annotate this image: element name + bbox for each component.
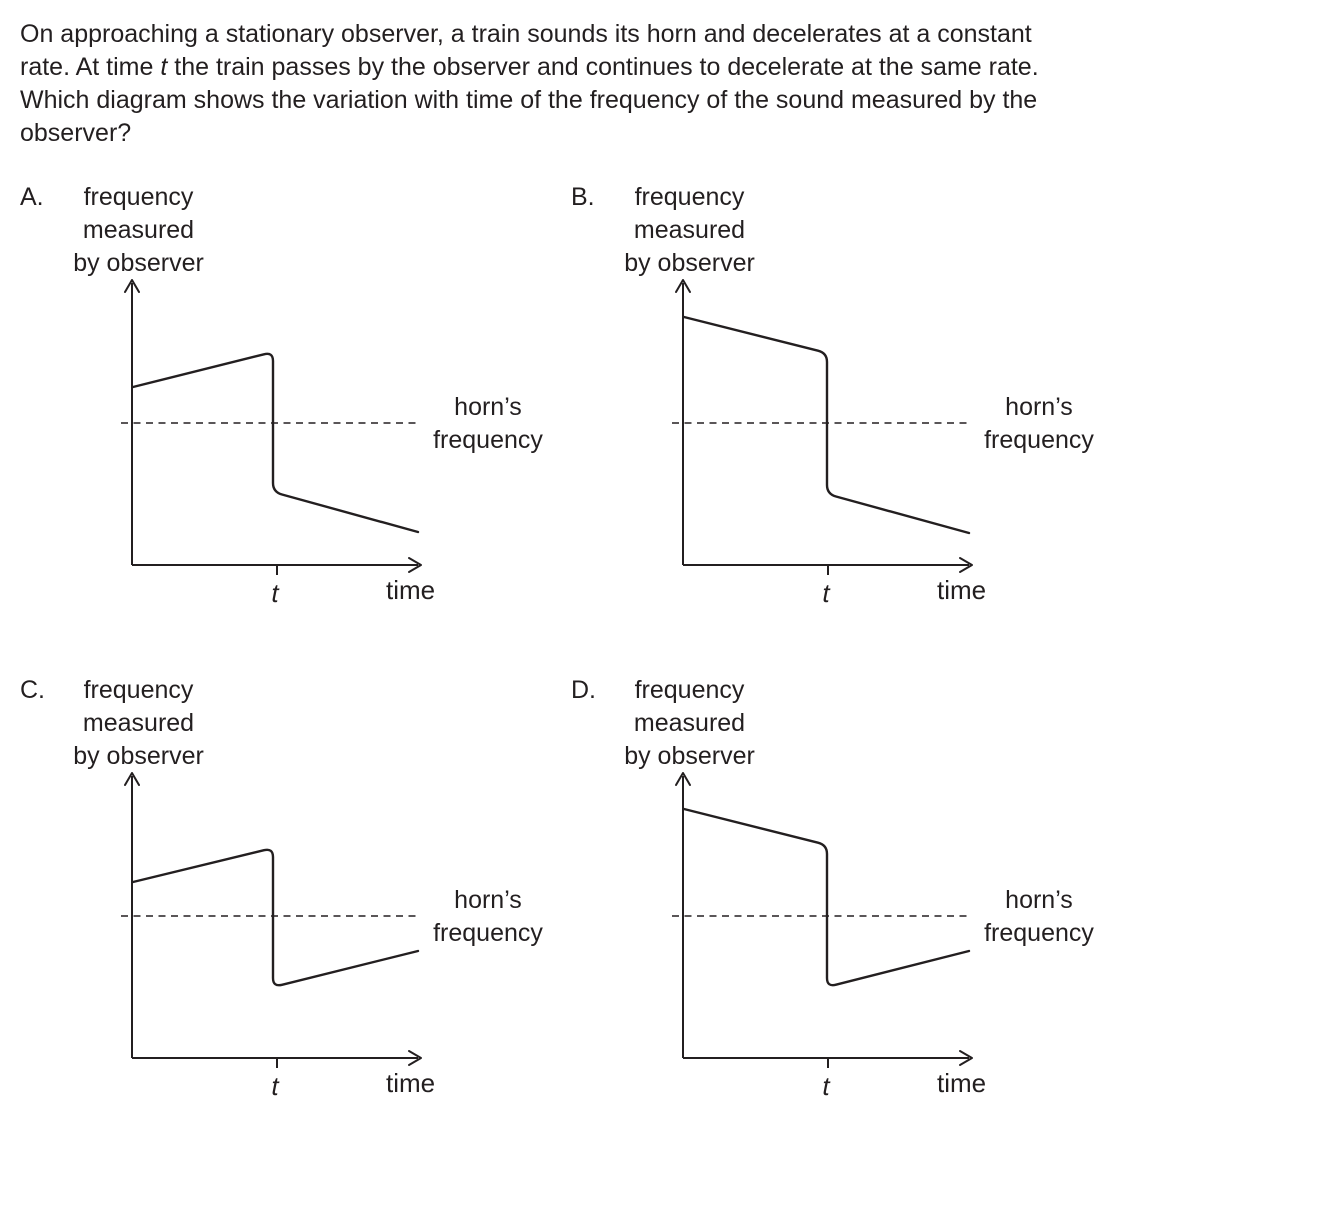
option-letter-b: B. [571, 183, 595, 211]
y-axis-label-line: by observer [73, 249, 204, 277]
frequency-curve [133, 850, 418, 985]
horn-frequency-label [975, 884, 1103, 950]
y-axis-label-line: measured [82, 709, 195, 737]
question-line-part: rate. At time [20, 53, 161, 81]
horn-frequency-label-line: horn’s [1005, 393, 1073, 421]
y-axis-label-line: frequency [83, 676, 194, 704]
y-axis-label-line: by observer [73, 742, 204, 770]
frequency-curve [684, 317, 969, 533]
question-italic-t: t [160, 53, 168, 81]
horn-frequency-label-line: frequency [433, 919, 543, 947]
horn-frequency-label [424, 884, 552, 950]
t-tick-label: t [822, 578, 830, 608]
horn-frequency-label [975, 391, 1103, 457]
t-tick-label: t [822, 1071, 830, 1101]
t-tick-label: t [271, 1071, 279, 1101]
horn-frequency-label-line: horn’s [454, 393, 522, 421]
question-line-part: the train passes by the observer and continues to decelerate at the same rate. [167, 53, 1039, 81]
y-axis-label-line: measured [82, 216, 195, 244]
option-letter-c: C. [20, 676, 45, 704]
y-axis-label-line: frequency [634, 183, 745, 211]
y-axis-label-line: measured [633, 216, 746, 244]
x-axis-label: time [937, 575, 987, 605]
option-panel-d [551, 668, 1102, 1128]
y-axis-label-line: frequency [634, 676, 745, 704]
option-panel-b [551, 175, 1102, 635]
y-axis-label-line: by observer [624, 742, 755, 770]
frequency-curve [684, 809, 969, 985]
question-line: observer? [20, 119, 132, 147]
option-letter-a: A. [20, 183, 44, 211]
horn-frequency-label-line: horn’s [454, 886, 522, 914]
question-text [20, 18, 1039, 150]
option-panel-c [0, 668, 551, 1128]
horn-frequency-label-line: horn’s [1005, 886, 1073, 914]
option-panel-a [0, 175, 551, 635]
question-line: Which diagram shows the variation with time of the frequency of the sound measured by the [20, 86, 1038, 114]
question-line: On approaching a stationary observer, a train sounds its horn and decelerates at a constant [20, 20, 1032, 48]
horn-frequency-label-line: frequency [433, 426, 543, 454]
t-tick-label: t [271, 578, 279, 608]
x-axis-label: time [386, 1068, 436, 1098]
horn-frequency-label [424, 391, 552, 457]
question-line [20, 51, 1039, 84]
horn-frequency-label-line: frequency [984, 919, 1094, 947]
y-axis-label-line: measured [633, 709, 746, 737]
frequency-curve [133, 354, 418, 532]
option-letter-d: D. [571, 676, 596, 704]
y-axis-label-line: by observer [624, 249, 755, 277]
x-axis-label: time [386, 575, 436, 605]
x-axis-label: time [937, 1068, 987, 1098]
horn-frequency-label-line: frequency [984, 426, 1094, 454]
y-axis-label-line: frequency [83, 183, 194, 211]
